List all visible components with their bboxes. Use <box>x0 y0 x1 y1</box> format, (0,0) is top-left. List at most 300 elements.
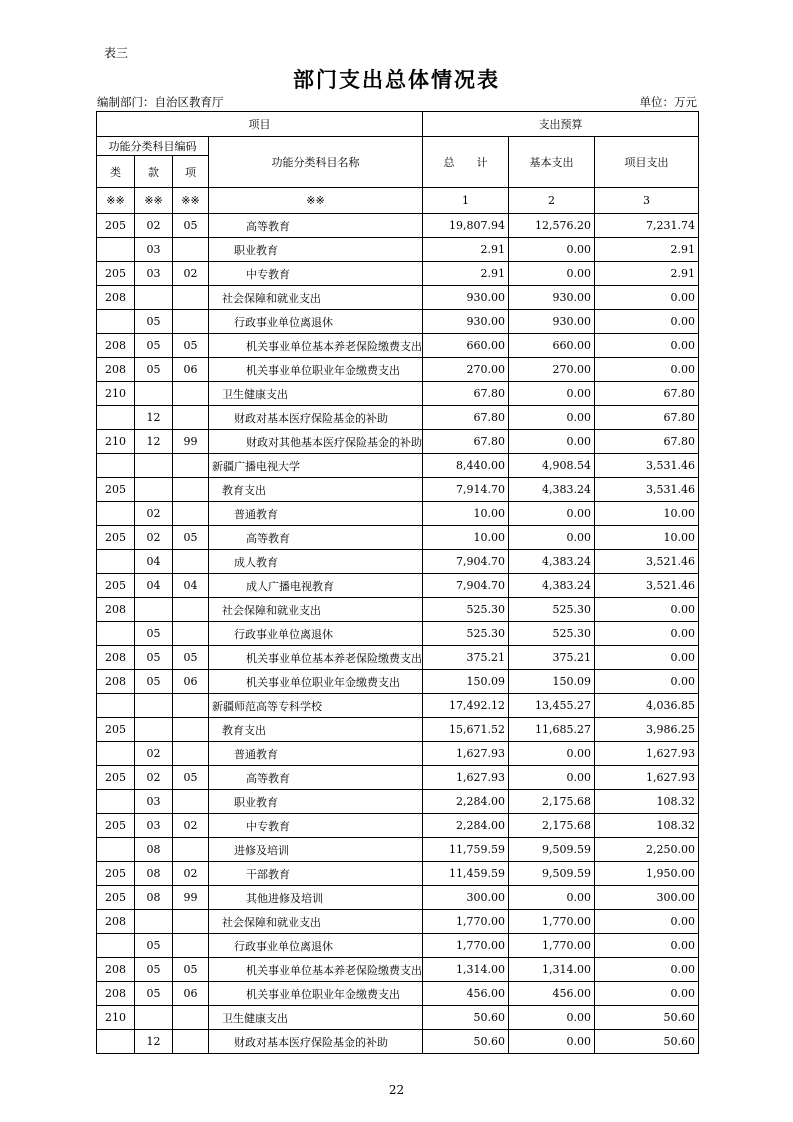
mark-cell: ※※ <box>209 188 423 214</box>
project-expenditure-cell: 2.91 <box>595 238 699 262</box>
total-cell: 930.00 <box>423 310 509 334</box>
basic-expenditure-cell: 1,770.00 <box>509 910 595 934</box>
item-code-cell <box>173 934 209 958</box>
project-expenditure-cell: 3,531.46 <box>595 478 699 502</box>
item-code-cell: 06 <box>173 670 209 694</box>
header-total: 总 计 <box>423 137 509 188</box>
class-code-cell <box>97 550 135 574</box>
total-cell: 10.00 <box>423 502 509 526</box>
item-code-cell: 05 <box>173 958 209 982</box>
total-cell: 1,770.00 <box>423 934 509 958</box>
section-code-cell: 12 <box>135 1030 173 1054</box>
category-name-cell: 中专教育 <box>209 262 423 286</box>
project-expenditure-cell: 0.00 <box>595 910 699 934</box>
item-code-cell <box>173 1006 209 1030</box>
basic-expenditure-cell: 0.00 <box>509 262 595 286</box>
page-number: 22 <box>388 1083 405 1097</box>
header-lei: 类 <box>97 156 135 188</box>
basic-expenditure-cell: 9,509.59 <box>509 862 595 886</box>
table-row <box>97 526 699 550</box>
basic-expenditure-cell: 2,175.68 <box>509 790 595 814</box>
section-code-cell: 05 <box>135 958 173 982</box>
section-code-cell <box>135 454 173 478</box>
item-code-cell <box>173 1030 209 1054</box>
project-expenditure-cell: 108.32 <box>595 790 699 814</box>
header-xiang: 项 <box>173 156 209 188</box>
total-cell: 300.00 <box>423 886 509 910</box>
category-name-cell: 高等教育 <box>209 766 423 790</box>
project-expenditure-cell: 50.60 <box>595 1006 699 1030</box>
basic-expenditure-cell: 0.00 <box>509 1006 595 1030</box>
category-name-cell: 机关事业单位职业年金缴费支出 <box>209 670 423 694</box>
project-expenditure-cell: 1,627.93 <box>595 766 699 790</box>
item-code-cell <box>173 622 209 646</box>
section-code-cell: 02 <box>135 766 173 790</box>
class-code-cell: 208 <box>97 286 135 310</box>
item-code-cell: 99 <box>173 886 209 910</box>
item-code-cell: 06 <box>173 358 209 382</box>
table-row <box>97 238 699 262</box>
basic-expenditure-cell: 0.00 <box>509 886 595 910</box>
basic-expenditure-cell: 0.00 <box>509 1030 595 1054</box>
header-kuan: 款 <box>135 156 173 188</box>
category-name-cell: 财政对基本医疗保险基金的补助 <box>209 1030 423 1054</box>
class-code-cell <box>97 790 135 814</box>
item-code-cell <box>173 838 209 862</box>
item-code-cell <box>173 238 209 262</box>
project-expenditure-cell: 0.00 <box>595 622 699 646</box>
table-row <box>97 454 699 478</box>
section-code-cell: 03 <box>135 790 173 814</box>
project-expenditure-cell: 3,521.46 <box>595 574 699 598</box>
section-code-cell: 08 <box>135 838 173 862</box>
basic-expenditure-cell: 525.30 <box>509 622 595 646</box>
section-code-cell: 04 <box>135 574 173 598</box>
project-expenditure-cell: 108.32 <box>595 814 699 838</box>
basic-expenditure-cell: 930.00 <box>509 286 595 310</box>
table-row <box>97 814 699 838</box>
class-code-cell: 208 <box>97 982 135 1006</box>
category-name-cell: 机关事业单位基本养老保险缴费支出 <box>209 334 423 358</box>
table-row <box>97 574 699 598</box>
category-name-cell: 机关事业单位基本养老保险缴费支出 <box>209 958 423 982</box>
item-code-cell <box>173 718 209 742</box>
header-func-code: 功能分类科目编码 <box>97 137 209 156</box>
class-code-cell <box>97 838 135 862</box>
class-code-cell <box>97 238 135 262</box>
table-row <box>97 862 699 886</box>
table-row <box>97 262 699 286</box>
table-row <box>97 718 699 742</box>
section-code-cell: 02 <box>135 214 173 238</box>
section-code-cell <box>135 478 173 502</box>
section-code-cell: 05 <box>135 334 173 358</box>
basic-expenditure-cell: 0.00 <box>509 382 595 406</box>
class-code-cell: 208 <box>97 598 135 622</box>
section-code-cell: 02 <box>135 502 173 526</box>
project-expenditure-cell: 67.80 <box>595 382 699 406</box>
total-cell: 456.00 <box>423 982 509 1006</box>
basic-expenditure-cell: 4,383.24 <box>509 478 595 502</box>
class-code-cell <box>97 622 135 646</box>
department-label: 编制部门：自治区教育厅 <box>97 95 224 109</box>
total-cell: 7,914.70 <box>423 478 509 502</box>
unit-label: 单位：万元 <box>639 95 697 109</box>
category-name-cell: 其他进修及培训 <box>209 886 423 910</box>
project-expenditure-cell: 0.00 <box>595 358 699 382</box>
category-name-cell: 财政对其他基本医疗保险基金的补助 <box>209 430 423 454</box>
table-row <box>97 1030 699 1054</box>
table-row <box>97 910 699 934</box>
item-code-cell: 06 <box>173 982 209 1006</box>
item-code-cell: 05 <box>173 214 209 238</box>
total-cell: 11,459.59 <box>423 862 509 886</box>
item-code-cell <box>173 406 209 430</box>
class-code-cell: 205 <box>97 718 135 742</box>
section-code-cell <box>135 382 173 406</box>
mark-cell: ※※ <box>173 188 209 214</box>
item-code-cell: 04 <box>173 574 209 598</box>
table-row <box>97 934 699 958</box>
table-row <box>97 214 699 238</box>
class-code-cell: 205 <box>97 766 135 790</box>
section-code-cell: 03 <box>135 262 173 286</box>
total-cell: 1,314.00 <box>423 958 509 982</box>
category-name-cell: 新疆广播电视大学 <box>209 454 423 478</box>
table-row <box>97 958 699 982</box>
basic-expenditure-cell: 525.30 <box>509 598 595 622</box>
basic-expenditure-cell: 456.00 <box>509 982 595 1006</box>
project-expenditure-cell: 2,250.00 <box>595 838 699 862</box>
header-basic: 基本支出 <box>509 137 595 188</box>
table-row <box>97 334 699 358</box>
class-code-cell: 208 <box>97 646 135 670</box>
category-name-cell: 教育支出 <box>209 478 423 502</box>
category-name-cell: 行政事业单位离退休 <box>209 934 423 958</box>
item-code-cell <box>173 550 209 574</box>
page-title: 部门支出总体情况表 <box>293 68 500 92</box>
header-func-name: 功能分类科目名称 <box>209 137 423 188</box>
class-code-cell: 205 <box>97 526 135 550</box>
table-row <box>97 742 699 766</box>
project-expenditure-cell: 0.00 <box>595 286 699 310</box>
category-name-cell: 普通教育 <box>209 742 423 766</box>
total-cell: 930.00 <box>423 286 509 310</box>
item-code-cell: 05 <box>173 334 209 358</box>
mark-cell: 3 <box>595 188 699 214</box>
table-row <box>97 430 699 454</box>
basic-expenditure-cell: 12,576.20 <box>509 214 595 238</box>
section-code-cell: 05 <box>135 670 173 694</box>
category-name-cell: 新疆师范高等专科学校 <box>209 694 423 718</box>
basic-expenditure-cell: 4,908.54 <box>509 454 595 478</box>
item-code-cell <box>173 286 209 310</box>
total-cell: 375.21 <box>423 646 509 670</box>
basic-expenditure-cell: 1,770.00 <box>509 934 595 958</box>
basic-expenditure-cell: 13,455.27 <box>509 694 595 718</box>
section-code-cell <box>135 598 173 622</box>
total-cell: 67.80 <box>423 406 509 430</box>
category-name-cell: 成人教育 <box>209 550 423 574</box>
mark-cell: ※※ <box>97 188 135 214</box>
section-code-cell: 03 <box>135 238 173 262</box>
mark-cell: ※※ <box>135 188 173 214</box>
table-row <box>97 382 699 406</box>
class-code-cell: 208 <box>97 334 135 358</box>
section-code-cell: 05 <box>135 982 173 1006</box>
class-code-cell: 210 <box>97 382 135 406</box>
section-code-cell: 05 <box>135 934 173 958</box>
category-name-cell: 职业教育 <box>209 790 423 814</box>
total-cell: 11,759.59 <box>423 838 509 862</box>
project-expenditure-cell: 4,036.85 <box>595 694 699 718</box>
table-row <box>97 310 699 334</box>
category-name-cell: 社会保障和就业支出 <box>209 910 423 934</box>
project-expenditure-cell: 0.00 <box>595 982 699 1006</box>
category-name-cell: 普通教育 <box>209 502 423 526</box>
section-code-cell <box>135 694 173 718</box>
category-name-cell: 机关事业单位基本养老保险缴费支出 <box>209 646 423 670</box>
section-code-cell: 05 <box>135 358 173 382</box>
category-name-cell: 高等教育 <box>209 214 423 238</box>
section-code-cell: 05 <box>135 622 173 646</box>
mark-cell: 2 <box>509 188 595 214</box>
class-code-cell: 205 <box>97 214 135 238</box>
item-code-cell <box>173 502 209 526</box>
class-code-cell: 210 <box>97 1006 135 1030</box>
table-row <box>97 646 699 670</box>
category-name-cell: 卫生健康支出 <box>209 1006 423 1030</box>
section-code-cell: 12 <box>135 430 173 454</box>
class-code-cell: 205 <box>97 862 135 886</box>
project-expenditure-cell: 0.00 <box>595 334 699 358</box>
category-name-cell: 机关事业单位职业年金缴费支出 <box>209 358 423 382</box>
class-code-cell: 205 <box>97 478 135 502</box>
project-expenditure-cell: 0.00 <box>595 646 699 670</box>
basic-expenditure-cell: 0.00 <box>509 238 595 262</box>
item-code-cell: 99 <box>173 430 209 454</box>
expenditure-table <box>96 111 699 1054</box>
category-name-cell: 社会保障和就业支出 <box>209 286 423 310</box>
basic-expenditure-cell: 1,314.00 <box>509 958 595 982</box>
basic-expenditure-cell: 930.00 <box>509 310 595 334</box>
total-cell: 15,671.52 <box>423 718 509 742</box>
category-name-cell: 教育支出 <box>209 718 423 742</box>
category-name-cell: 卫生健康支出 <box>209 382 423 406</box>
section-code-cell: 03 <box>135 814 173 838</box>
item-code-cell <box>173 454 209 478</box>
basic-expenditure-cell: 0.00 <box>509 742 595 766</box>
project-expenditure-cell: 10.00 <box>595 502 699 526</box>
header-project: 项目支出 <box>595 137 699 188</box>
item-code-cell <box>173 598 209 622</box>
section-code-cell <box>135 718 173 742</box>
category-name-cell: 高等教育 <box>209 526 423 550</box>
class-code-cell <box>97 934 135 958</box>
section-code-cell <box>135 910 173 934</box>
table-row <box>97 478 699 502</box>
total-cell: 660.00 <box>423 334 509 358</box>
project-expenditure-cell: 67.80 <box>595 430 699 454</box>
header-budget: 支出预算 <box>423 112 699 137</box>
item-code-cell <box>173 382 209 406</box>
item-code-cell: 02 <box>173 262 209 286</box>
item-code-cell: 05 <box>173 646 209 670</box>
basic-expenditure-cell: 4,383.24 <box>509 550 595 574</box>
total-cell: 7,904.70 <box>423 550 509 574</box>
basic-expenditure-cell: 660.00 <box>509 334 595 358</box>
item-code-cell: 02 <box>173 862 209 886</box>
project-expenditure-cell: 0.00 <box>595 934 699 958</box>
basic-expenditure-cell: 270.00 <box>509 358 595 382</box>
category-name-cell: 进修及培训 <box>209 838 423 862</box>
basic-expenditure-cell: 0.00 <box>509 502 595 526</box>
section-code-cell: 05 <box>135 646 173 670</box>
class-code-cell: 208 <box>97 670 135 694</box>
table-row <box>97 886 699 910</box>
category-name-cell: 干部教育 <box>209 862 423 886</box>
total-cell: 67.80 <box>423 430 509 454</box>
total-cell: 50.60 <box>423 1006 509 1030</box>
total-cell: 525.30 <box>423 598 509 622</box>
table-row <box>97 286 699 310</box>
class-code-cell: 208 <box>97 958 135 982</box>
table-row <box>97 622 699 646</box>
category-name-cell: 财政对基本医疗保险基金的补助 <box>209 406 423 430</box>
project-expenditure-cell: 2.91 <box>595 262 699 286</box>
total-cell: 1,627.93 <box>423 742 509 766</box>
class-code-cell <box>97 310 135 334</box>
table-row <box>97 550 699 574</box>
category-name-cell: 职业教育 <box>209 238 423 262</box>
item-code-cell: 02 <box>173 814 209 838</box>
total-cell: 1,770.00 <box>423 910 509 934</box>
basic-expenditure-cell: 375.21 <box>509 646 595 670</box>
project-expenditure-cell: 0.00 <box>595 958 699 982</box>
table-row <box>97 670 699 694</box>
project-expenditure-cell: 7,231.74 <box>595 214 699 238</box>
class-code-cell <box>97 1030 135 1054</box>
class-code-cell: 208 <box>97 358 135 382</box>
class-code-cell <box>97 502 135 526</box>
class-code-cell <box>97 742 135 766</box>
total-cell: 150.09 <box>423 670 509 694</box>
table-row <box>97 766 699 790</box>
mark-cell: 1 <box>423 188 509 214</box>
total-cell: 17,492.12 <box>423 694 509 718</box>
basic-expenditure-cell: 11,685.27 <box>509 718 595 742</box>
basic-expenditure-cell: 0.00 <box>509 766 595 790</box>
basic-expenditure-cell: 4,383.24 <box>509 574 595 598</box>
class-code-cell: 205 <box>97 814 135 838</box>
category-name-cell: 机关事业单位职业年金缴费支出 <box>209 982 423 1006</box>
project-expenditure-cell: 3,531.46 <box>595 454 699 478</box>
project-expenditure-cell: 0.00 <box>595 310 699 334</box>
item-code-cell <box>173 790 209 814</box>
table-row <box>97 598 699 622</box>
total-cell: 50.60 <box>423 1030 509 1054</box>
total-cell: 2.91 <box>423 262 509 286</box>
section-code-cell: 04 <box>135 550 173 574</box>
table-row <box>97 358 699 382</box>
table-row <box>97 406 699 430</box>
project-expenditure-cell: 3,986.25 <box>595 718 699 742</box>
total-cell: 2.91 <box>423 238 509 262</box>
basic-expenditure-cell: 2,175.68 <box>509 814 595 838</box>
project-expenditure-cell: 3,521.46 <box>595 550 699 574</box>
table-row <box>97 1006 699 1030</box>
basic-expenditure-cell: 0.00 <box>509 406 595 430</box>
category-name-cell: 成人广播电视教育 <box>209 574 423 598</box>
item-code-cell <box>173 910 209 934</box>
section-code-cell <box>135 1006 173 1030</box>
class-code-cell <box>97 454 135 478</box>
section-code-cell: 02 <box>135 742 173 766</box>
category-name-cell: 行政事业单位离退休 <box>209 310 423 334</box>
table-row <box>97 694 699 718</box>
class-code-cell: 205 <box>97 886 135 910</box>
table-body <box>97 214 699 1054</box>
category-name-cell: 中专教育 <box>209 814 423 838</box>
item-code-cell: 05 <box>173 766 209 790</box>
table-row <box>97 982 699 1006</box>
section-code-cell: 08 <box>135 862 173 886</box>
total-cell: 270.00 <box>423 358 509 382</box>
project-expenditure-cell: 0.00 <box>595 598 699 622</box>
class-code-cell: 205 <box>97 574 135 598</box>
category-name-cell: 社会保障和就业支出 <box>209 598 423 622</box>
basic-expenditure-cell: 9,509.59 <box>509 838 595 862</box>
project-expenditure-cell: 10.00 <box>595 526 699 550</box>
project-expenditure-cell: 300.00 <box>595 886 699 910</box>
section-code-cell: 02 <box>135 526 173 550</box>
class-code-cell <box>97 694 135 718</box>
table-row <box>97 502 699 526</box>
item-code-cell <box>173 742 209 766</box>
project-expenditure-cell: 67.80 <box>595 406 699 430</box>
class-code-cell: 205 <box>97 262 135 286</box>
basic-expenditure-cell: 0.00 <box>509 526 595 550</box>
section-code-cell: 05 <box>135 310 173 334</box>
section-code-cell <box>135 286 173 310</box>
table-row <box>97 838 699 862</box>
total-cell: 67.80 <box>423 382 509 406</box>
total-cell: 7,904.70 <box>423 574 509 598</box>
table-number-label: 表三 <box>104 46 129 60</box>
table-row <box>97 790 699 814</box>
basic-expenditure-cell: 0.00 <box>509 430 595 454</box>
project-expenditure-cell: 0.00 <box>595 670 699 694</box>
total-cell: 19,807.94 <box>423 214 509 238</box>
project-expenditure-cell: 50.60 <box>595 1030 699 1054</box>
project-expenditure-cell: 1,627.93 <box>595 742 699 766</box>
project-expenditure-cell: 1,950.00 <box>595 862 699 886</box>
total-cell: 2,284.00 <box>423 814 509 838</box>
item-code-cell <box>173 478 209 502</box>
total-cell: 1,627.93 <box>423 766 509 790</box>
section-code-cell: 12 <box>135 406 173 430</box>
item-code-cell <box>173 694 209 718</box>
total-cell: 10.00 <box>423 526 509 550</box>
item-code-cell <box>173 310 209 334</box>
total-cell: 8,440.00 <box>423 454 509 478</box>
category-name-cell: 行政事业单位离退休 <box>209 622 423 646</box>
total-cell: 2,284.00 <box>423 790 509 814</box>
total-cell: 525.30 <box>423 622 509 646</box>
item-code-cell: 05 <box>173 526 209 550</box>
class-code-cell <box>97 406 135 430</box>
basic-expenditure-cell: 150.09 <box>509 670 595 694</box>
